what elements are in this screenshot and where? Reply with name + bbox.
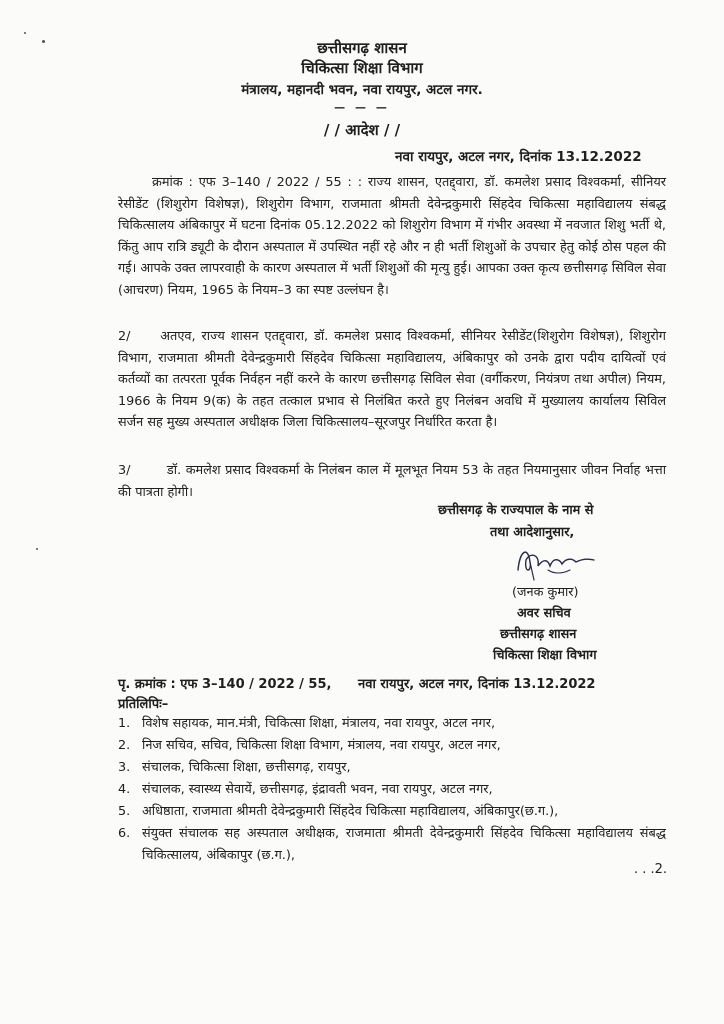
list-item-text: विशेष सहायक, मान.मंत्री, चिकित्सा शिक्षा, मंत्रालय, नवा रायपुर, अटल नगर,	[142, 716, 496, 731]
signatory-govt: छत्तीसगढ़ शासन	[500, 627, 577, 642]
paragraph-2-number: 2/	[118, 329, 131, 344]
paragraph-1	[118, 172, 666, 301]
signature-authority-line: छत्तीसगढ़ के राज्यपाल के नाम से	[438, 503, 594, 518]
scan-speck	[42, 40, 45, 43]
header-separator: — — —	[334, 101, 390, 114]
list-item	[118, 735, 666, 757]
list-item-number: 4.	[118, 782, 131, 797]
list-item-number: 1.	[118, 716, 131, 731]
list-item	[118, 779, 666, 801]
order-title: / / आदेश / /	[323, 121, 401, 139]
paragraph-3	[118, 460, 666, 503]
signatory-department: चिकित्सा शिक्षा विभाग	[493, 648, 597, 663]
order-date: नवा रायपुर, अटल नगर, दिनांक 13.12.2022	[395, 149, 642, 165]
list-item-text: संचालक, स्वास्थ्य सेवायें, छत्तीसगढ़, इंद्रावती भवन, नवा रायपुर, अटल नगर,	[142, 782, 493, 797]
endorsement-ref: पृ. क्रमांक : एफ 3–140 / 2022 / 55,	[118, 677, 332, 692]
paragraph-2	[118, 326, 666, 434]
list-item-number: 2.	[118, 738, 131, 753]
paragraph-3-text: डॉ. कमलेश प्रसाद विश्वकर्मा के निलंबन काल में मूलभूत नियम 53 के तहत नियमानुसार जीवन निर्वाह भत्ता की पात्रता होगी।	[118, 463, 667, 500]
list-item	[118, 757, 666, 779]
list-item-number: 6.	[118, 826, 131, 841]
list-item	[118, 713, 666, 735]
list-item-number: 5.	[118, 804, 131, 819]
signatory-designation: अवर सचिव	[517, 606, 571, 621]
handwritten-signature	[510, 540, 600, 586]
header-govt: छत्तीसगढ़ शासन	[317, 39, 407, 57]
signature-order-line: तथा आदेशानुसार,	[490, 525, 575, 540]
scan-speck	[36, 548, 38, 550]
copy-to-list	[118, 713, 666, 867]
list-item	[118, 801, 666, 823]
paragraph-3-number: 3/	[118, 463, 131, 478]
list-item-text: संचालक, चिकित्सा शिक्षा, छत्तीसगढ़, रायपुर,	[142, 760, 351, 775]
list-item-text: संयुक्त संचालक सह अस्पताल अधीक्षक, राजमाता श्रीमती देवेन्द्रकुमारी सिंहदेव चिकित्सा महाविद्यालय संबद्ध चिकित्सालय, अंबिकापुर (छ.ग.),	[142, 826, 666, 863]
list-item-text: निज सचिव, सचिव, चिकित्सा शिक्षा विभाग, मंत्रालय, नवा रायपुर, अटल नगर,	[142, 738, 501, 753]
header-department: चिकित्सा शिक्षा विभाग	[301, 59, 423, 77]
copy-to-label: प्रतिलिपिः–	[118, 697, 169, 712]
page-number: . . .2.	[634, 862, 668, 877]
scan-speck	[24, 32, 26, 34]
paragraph-2-text: अतएव, राज्य शासन एतद्द्वारा, डॉ. कमलेश प्रसाद विश्वकर्मा, सीनियर रेसीडेंट(शिशुरोग विशेषज्ञ), शिशुरोग विभाग, राजमाता श्रीमती देवेन्द्रकुमारी सिंहदेव चिकित्सा महाविद्यालय, अंबिकापुर को उनके द्वारा पदीय दायित्वों एवं कर्तव्यों का तत्परता पूर्वक निर्वहन नहीं करने के कारण छत्तीसगढ़ सिविल सेवा (वर्गीकरण, नियंत्रण तथा अपील) नियम, 1966 के नियम 9(क) के तहत तत्काल प्रभाव से निलंबित करते हुए निलंबन अवधि में मुख्यालय कार्यालय सिविल सर्जन सह मुख्य अस्पताल अधीक्षक जिला चिकित्सालय–सूरजपुर निर्धारित करता है।	[118, 329, 666, 430]
list-item-number: 3.	[118, 760, 131, 775]
endorsement-date: नवा रायपुर, अटल नगर, दिनांक 13.12.2022	[358, 677, 596, 692]
signatory-name: (जनक कुमार)	[512, 585, 579, 600]
paragraph-1-text: क्रमांक : एफ 3–140 / 2022 / 55 : : राज्य शासन, एतद्द्वारा, डॉ. कमलेश प्रसाद विश्वकर्मा, सीनियर रेसीडेंट (शिशुरोग विशेषज्ञ), शिशुरोग विभाग, राजमाता श्रीमती देवेन्द्रकुमारी सिंहदेव चिकित्सा महाविद्यालय संबद्ध चिकित्सालय अंबिकापुर में घटना दिनांक 05.12.2022 को शिशुरोग विभाग में गंभीर अवस्था में नवजात शिशु भर्ती थे, किंतु आप रात्रि ड्यूटी के दौरान अस्पताल में उपस्थित नहीं रहे और न ही भर्ती शिशुओं के उपचार हेतु कोई ठोस पहल की गई। आपके उक्त लापरवाही के कारण अस्पताल में भर्ती शिशुओं की मृत्यु हुई। आपका उक्त कृत्य छत्तीसगढ़ सिविल सेवा (आचरण) नियम, 1965 के नियम–3 का स्पष्ट उल्लंघन है।	[118, 175, 666, 298]
header-address: मंत्रालय, महानदी भवन, नवा रायपुर, अटल नगर.	[241, 82, 483, 98]
list-item-text: अधिष्ठाता, राजमाता श्रीमती देवेन्द्रकुमारी सिंहदेव चिकित्सा महाविद्यालय, अंबिकापुर(छ.ग.),	[142, 804, 559, 819]
list-item	[118, 823, 666, 867]
